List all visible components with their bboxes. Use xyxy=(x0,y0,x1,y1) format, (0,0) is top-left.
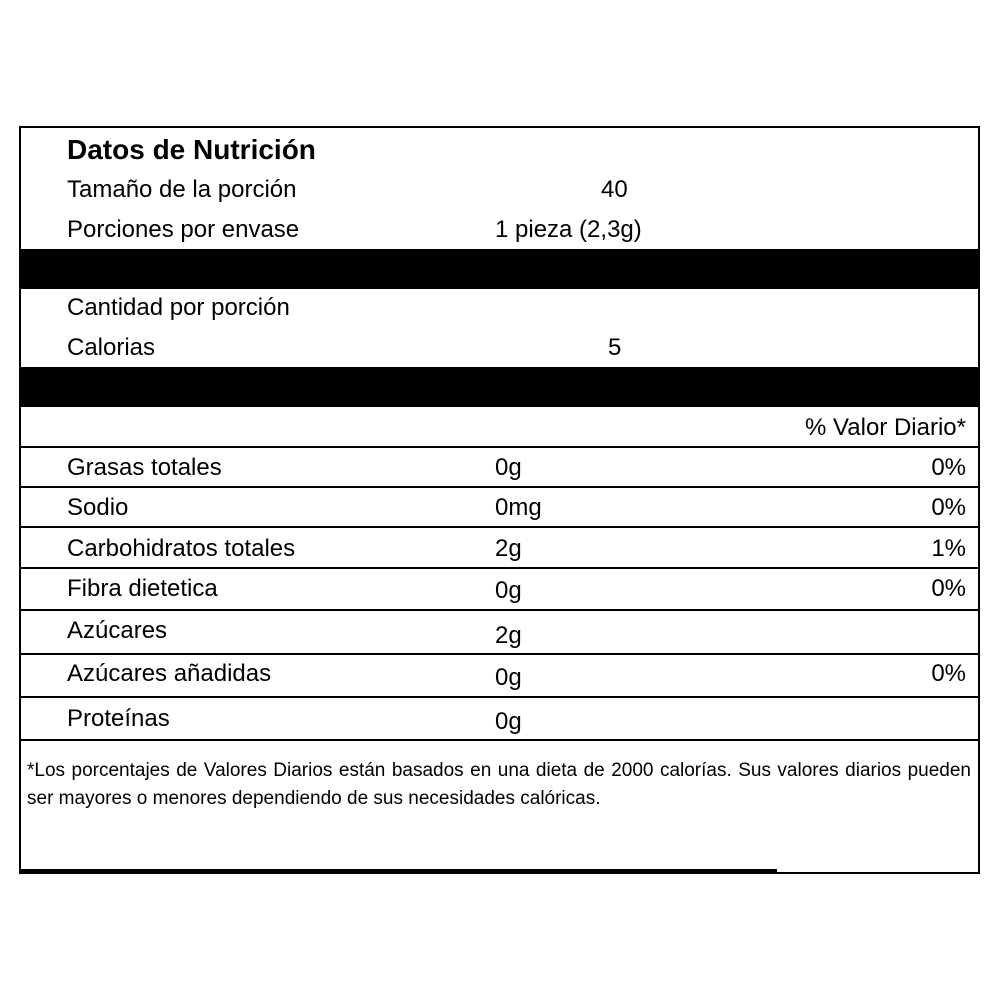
servings-value: 1 pieza (2,3g) xyxy=(495,216,642,243)
bottom-rule xyxy=(21,869,777,872)
calories-value: 5 xyxy=(608,334,622,361)
nutrition-facts-label xyxy=(19,126,980,874)
nutrient-amount: 0mg xyxy=(495,494,542,521)
nutrient-name: Proteínas xyxy=(67,705,170,732)
nutrient-daily-value: 1% xyxy=(931,535,966,562)
nutrient-name: Sodio xyxy=(67,494,129,521)
row-divider xyxy=(21,526,978,528)
label-title: Datos de Nutrición xyxy=(67,134,316,165)
nutrient-name: Azúcares xyxy=(67,617,168,644)
row-divider xyxy=(21,486,978,488)
serving-size-value: 40 xyxy=(601,176,628,203)
nutrient-daily-value: 0% xyxy=(931,494,966,521)
nutrient-daily-value: 0% xyxy=(931,575,966,602)
row-divider xyxy=(21,446,978,448)
row-divider xyxy=(21,739,978,741)
nutrient-amount: 0g xyxy=(495,664,522,691)
daily-value-header: % Valor Diario* xyxy=(805,414,966,441)
footnote: *Los porcentajes de Valores Diarios están basados en una dieta de 2000 calorías. Sus valores diarios pueden ser mayores o menores dependiendo de sus necesidades calóricas. xyxy=(27,760,971,809)
nutrient-amount: 0g xyxy=(495,454,522,481)
nutrient-amount: 2g xyxy=(495,622,522,649)
serving-size-label: Tamaño de la porción xyxy=(67,176,297,203)
amount-per-serving-label: Cantidad por porción xyxy=(67,294,290,321)
nutrient-name: Fibra dietetica xyxy=(67,575,218,602)
nutrient-amount: 0g xyxy=(495,708,522,735)
servings-label: Porciones por envase xyxy=(67,216,300,243)
row-divider xyxy=(21,609,978,611)
nutrient-amount: 0g xyxy=(495,577,522,604)
row-divider xyxy=(21,696,978,698)
thick-divider xyxy=(21,249,978,289)
nutrient-name: Azúcares añadidas xyxy=(67,660,272,687)
row-divider xyxy=(21,567,978,569)
nutrient-daily-value: 0% xyxy=(931,454,966,481)
nutrient-name: Carbohidratos totales xyxy=(67,535,296,562)
calories-label: Calorias xyxy=(67,334,156,361)
row-divider xyxy=(21,653,978,655)
nutrient-amount: 2g xyxy=(495,535,522,562)
thick-divider xyxy=(21,367,978,407)
nutrient-daily-value: 0% xyxy=(931,660,966,687)
nutrient-name: Grasas totales xyxy=(67,454,222,481)
